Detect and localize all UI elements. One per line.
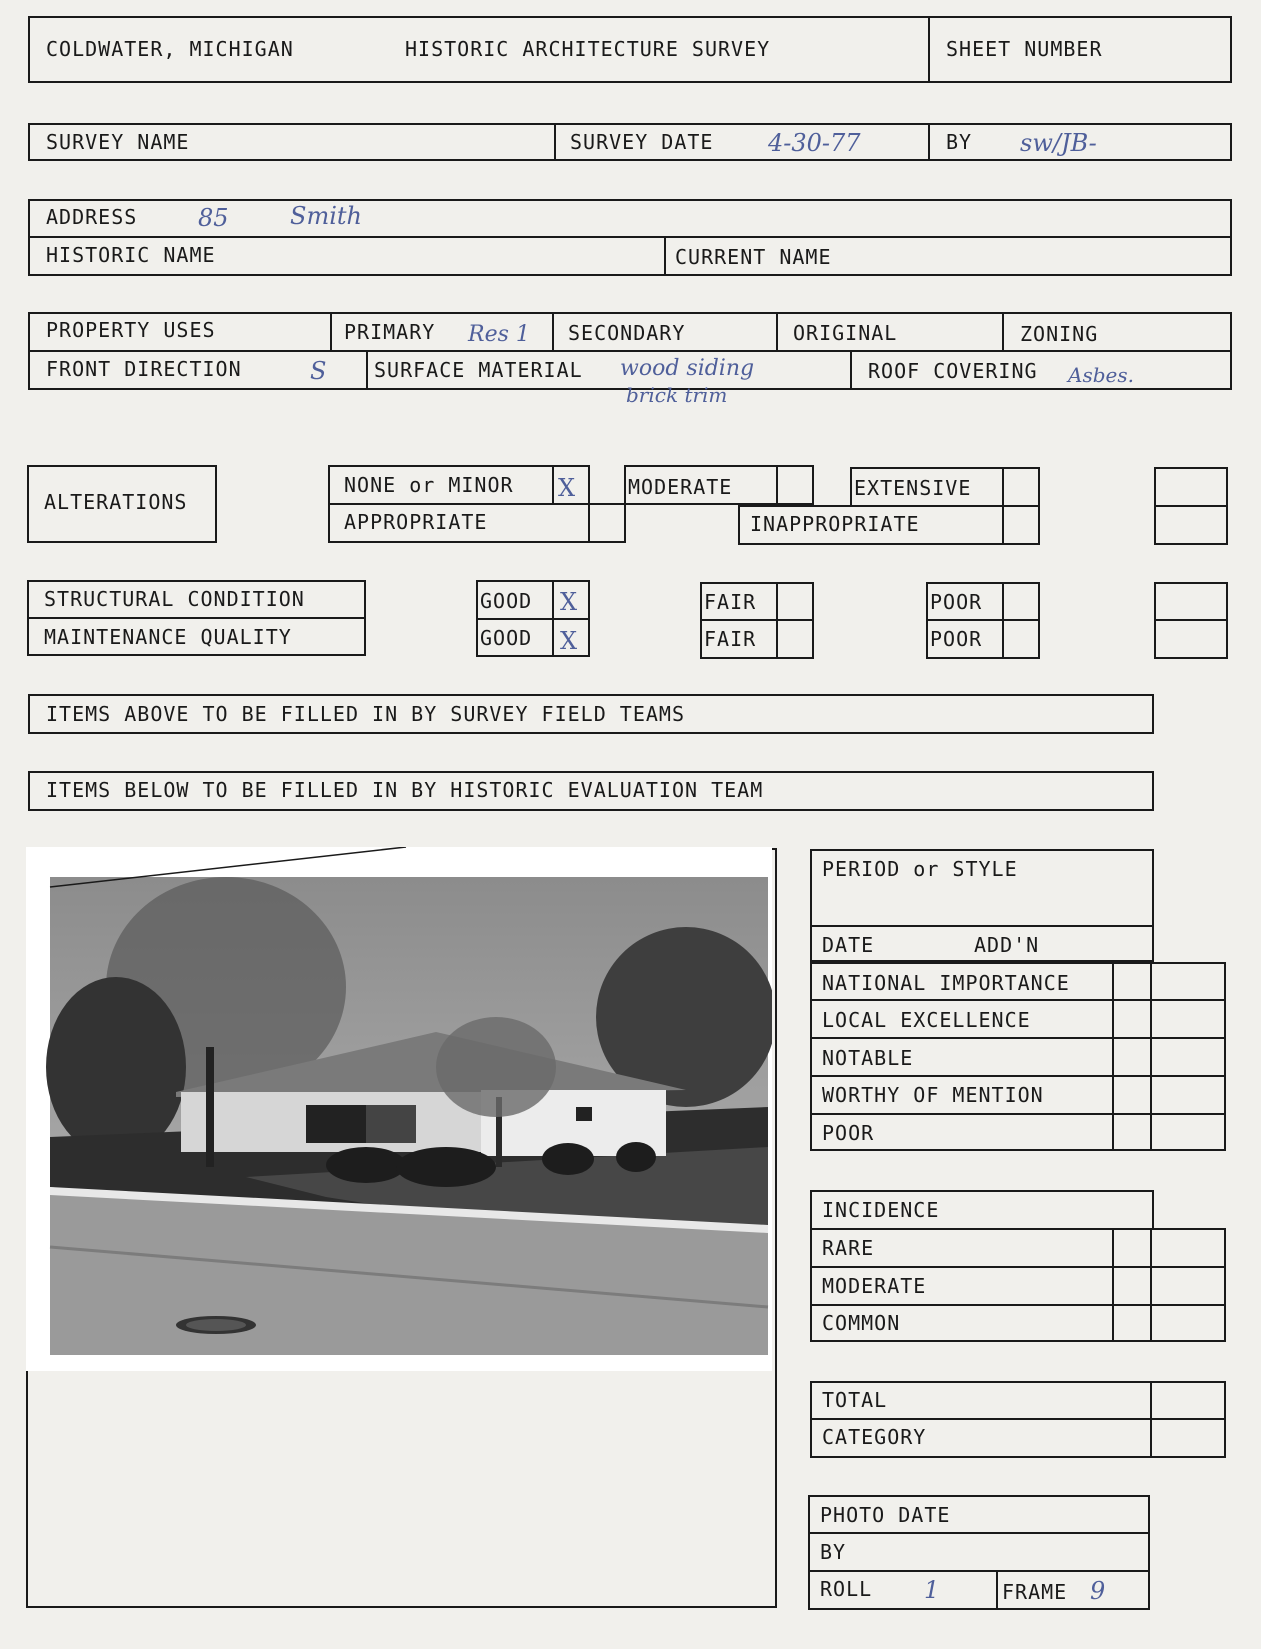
roll-value[interactable]: 1 bbox=[924, 1576, 940, 1604]
structural-good-mark[interactable]: X bbox=[560, 588, 578, 616]
alterations-label: ALTERATIONS bbox=[44, 490, 188, 514]
primary-label: PRIMARY bbox=[344, 320, 436, 344]
evaluation-team-note: ITEMS BELOW TO BE FILLED IN BY HISTORIC EVALUATION TEAM bbox=[46, 778, 764, 802]
primary-value[interactable]: Res 1 bbox=[468, 322, 530, 347]
address-street[interactable]: Smith bbox=[290, 202, 362, 230]
rare-label: RARE bbox=[822, 1236, 875, 1260]
house-photo bbox=[26, 847, 772, 1371]
category-label: CATEGORY bbox=[822, 1425, 927, 1449]
none-minor-mark[interactable]: X bbox=[558, 474, 576, 502]
historic-name-label: HISTORIC NAME bbox=[46, 243, 216, 267]
extensive-label: EXTENSIVE bbox=[854, 476, 972, 500]
survey-date-value[interactable]: 4-30-77 bbox=[768, 129, 861, 157]
addn-label: ADD'N bbox=[974, 933, 1040, 957]
front-direction-label: FRONT DIRECTION bbox=[46, 357, 242, 381]
property-uses-label: PROPERTY USES bbox=[46, 318, 216, 342]
secondary-label: SECONDARY bbox=[568, 321, 686, 345]
fair-label-maintenance: FAIR bbox=[704, 627, 757, 651]
roll-label: ROLL bbox=[820, 1577, 873, 1601]
roof-covering-label: ROOF COVERING bbox=[868, 359, 1038, 383]
frame-value[interactable]: 9 bbox=[1090, 1577, 1106, 1605]
good-label-maintenance: GOOD bbox=[480, 626, 533, 650]
maintenance-quality-label: MAINTENANCE QUALITY bbox=[44, 625, 292, 649]
photo-by-label: BY bbox=[820, 1540, 847, 1564]
worthy-of-mention-label: WORTHY OF MENTION bbox=[822, 1083, 1044, 1107]
original-label: ORIGINAL bbox=[793, 321, 898, 345]
local-excellence-label: LOCAL EXCELLENCE bbox=[822, 1008, 1031, 1032]
fair-label-structural: FAIR bbox=[704, 590, 757, 614]
inappropriate-label: INAPPROPRIATE bbox=[750, 512, 920, 536]
address-label: ADDRESS bbox=[46, 205, 138, 229]
surface-material-line2[interactable]: brick trim bbox=[626, 383, 728, 407]
surface-material-line1[interactable]: wood siding bbox=[620, 356, 755, 381]
address-number[interactable]: 85 bbox=[198, 204, 229, 232]
front-direction-value[interactable]: S bbox=[310, 357, 327, 385]
poor-label-maintenance: POOR bbox=[930, 627, 983, 651]
poor-eval-label: POOR bbox=[822, 1121, 875, 1145]
date-label: DATE bbox=[822, 933, 875, 957]
appropriate-label: APPROPRIATE bbox=[344, 510, 488, 534]
total-label: TOTAL bbox=[822, 1388, 888, 1412]
moderate-incidence-label: MODERATE bbox=[822, 1274, 927, 1298]
none-minor-label: NONE or MINOR bbox=[344, 473, 514, 497]
sheet-number-label: SHEET NUMBER bbox=[946, 37, 1103, 61]
period-style-label: PERIOD or STYLE bbox=[822, 857, 1018, 881]
notable-label: NOTABLE bbox=[822, 1046, 914, 1070]
form-title: HISTORIC ARCHITECTURE SURVEY bbox=[405, 37, 771, 61]
zoning-label: ZONING bbox=[1020, 322, 1099, 346]
survey-by-value[interactable]: sw/JB- bbox=[1020, 129, 1097, 157]
moderate-alt-label: MODERATE bbox=[628, 475, 733, 499]
frame-label: FRAME bbox=[1002, 1580, 1068, 1604]
roof-covering-value[interactable]: Asbes. bbox=[1068, 363, 1134, 387]
survey-name-label: SURVEY NAME bbox=[46, 130, 190, 154]
surface-material-label: SURFACE MATERIAL bbox=[374, 358, 583, 382]
incidence-label: INCIDENCE bbox=[822, 1198, 940, 1222]
city-label: COLDWATER, MICHIGAN bbox=[46, 37, 294, 61]
common-label: COMMON bbox=[822, 1311, 901, 1335]
current-name-label: CURRENT NAME bbox=[675, 245, 832, 269]
structural-condition-label: STRUCTURAL CONDITION bbox=[44, 587, 305, 611]
good-label-structural: GOOD bbox=[480, 589, 533, 613]
poor-label-structural: POOR bbox=[930, 590, 983, 614]
maintenance-good-mark[interactable]: X bbox=[560, 627, 578, 655]
field-team-note: ITEMS ABOVE TO BE FILLED IN BY SURVEY FIELD TEAMS bbox=[46, 702, 686, 726]
survey-date-label: SURVEY DATE bbox=[570, 130, 714, 154]
national-importance-label: NATIONAL IMPORTANCE bbox=[822, 971, 1070, 995]
photo-date-label: PHOTO DATE bbox=[820, 1503, 951, 1527]
survey-by-label: BY bbox=[946, 130, 973, 154]
house-photo-image bbox=[26, 847, 772, 1371]
